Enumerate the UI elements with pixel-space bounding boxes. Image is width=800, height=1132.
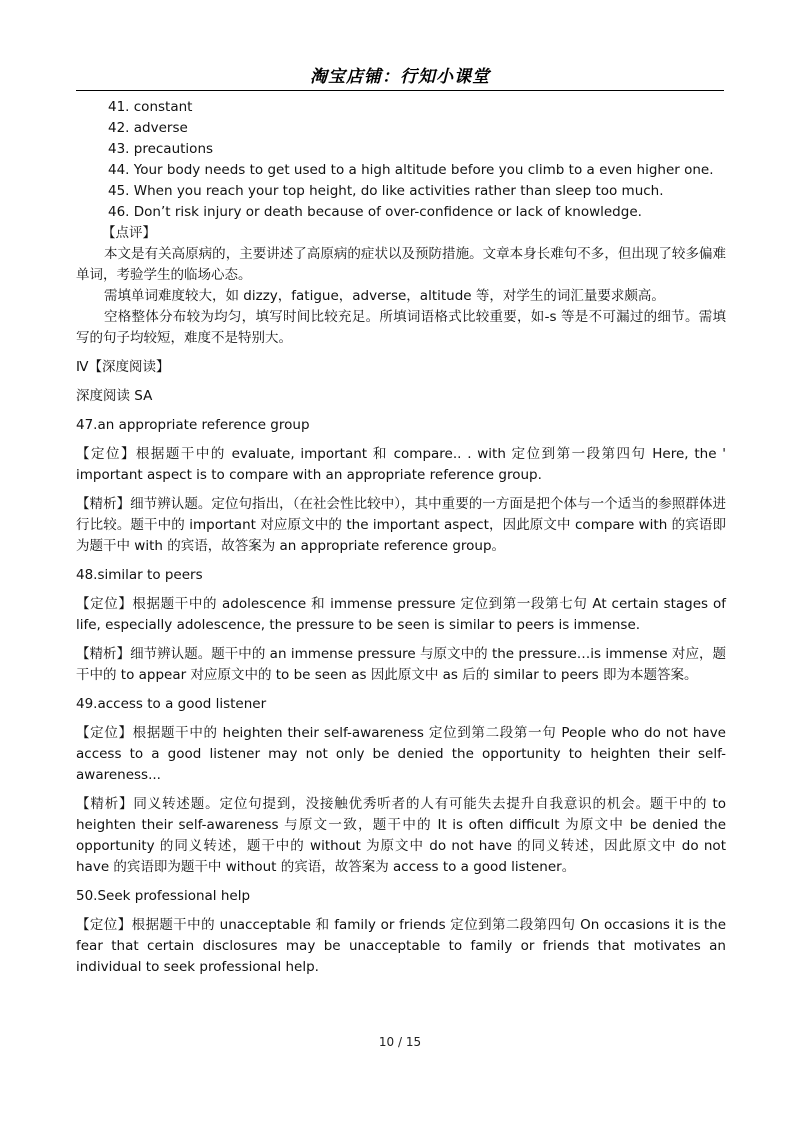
review-paragraph: 空格整体分布较为均匀，填写时间比较充足。所填词语格式比较重要，如-s 等是不可漏过的细节。需填写的句子均较短，难度不是特别大。 [76,309,726,346]
review-paragraph: 需填单词难度较大，如 dizzy，fatigue，adverse，altitude 等，对学生的词汇量要求颇高。 [104,288,665,304]
question-locate: 【定位】根据题干中的 unacceptable 和 family or friends 定位到第二段第四句 On occasions it is the fear that certain disclosures may be unacceptable to family or friends that motivates an individual to seek professional help. [76,917,726,975]
header-divider [76,90,724,91]
page-content [76,97,726,978]
question-locate: 【定位】根据题干中的 heighten their self-awareness 定位到第二段第一句 People who do not have access to a good listener may not only be denied the opportunity to heighten their self-awareness... [76,725,726,783]
review-label: 【点评】 [102,225,156,241]
question-analysis: 【精析】细节辨认题。题干中的 an immense pressure 与原文中的 the pressure…is immense 对应，题干中的 to appear 对应原文中的 to be seen as 因此原文中 as 后的 similar to peers 即为本题答案。 [76,646,726,683]
question-title: 49.access to a good listener [76,696,267,712]
page-number: 10 / 15 [378,1035,422,1049]
answer-item: 44. Your body needs to get used to a high altitude before you climb to a even higher one. [108,162,714,178]
answer-item: 46. Don’t risk injury or death because of over-confidence or lack of knowledge. [108,204,642,220]
answer-item: 45. When you reach your top height, do like activities rather than sleep too much. [108,183,664,199]
section-subtitle: 深度阅读 SA [76,388,153,404]
question-title: 50.Seek professional help [76,888,251,904]
review-paragraph: 本文是有关高原病的，主要讲述了高原病的症状以及预防措施。文章本身长难句不多，但出现了较多偏难单词，考验学生的临场心态。 [76,246,726,283]
section-title: Ⅳ【深度阅读】 [76,359,170,375]
answer-item: 43. precautions [108,141,214,157]
question-locate: 【定位】根据题干中的 adolescence 和 immense pressure 定位到第一段第七句 At certain stages of life, especially adolescence, the pressure to be seen is similar to peers is immense. [76,596,726,633]
answer-list [76,97,726,223]
page-header-title: 淘宝店铺：行知小课堂 [310,67,490,87]
answer-item: 41. constant [108,99,193,115]
question-title: 47.an appropriate reference group [76,417,310,433]
question-title: 48.similar to peers [76,567,203,583]
question-analysis: 【精析】细节辨认题。定位句指出，（在社会性比较中），其中重要的一方面是把个体与一个适当的参照群体进行比较。题干中的 important 对应原文中的 the important aspect，因此原文中 compare with 的宾语即为题干中 with 的宾语，故答案为 an appropriate reference group。 [76,496,726,554]
question-locate: 【定位】根据题干中的 evaluate, important 和 compare.. . with 定位到第一段第四句 Here, the ' important aspect is to compare with an appropriate reference group. [76,446,726,483]
question-analysis: 【精析】同义转述题。定位句提到，没接触优秀听者的人有可能失去提升自我意识的机会。题干中的 to heighten their self-awareness 与原文一致，题干中的 It is often difficult 为原文中 be denied the opportunity 的同义转述，题干中的 without 为原文中 do not have 的同义转述，因此原文中 do not have 的宾语即为题干中 without 的宾语，故答案为 access to a good listener。 [76,796,726,875]
answer-item: 42. adverse [108,120,188,136]
